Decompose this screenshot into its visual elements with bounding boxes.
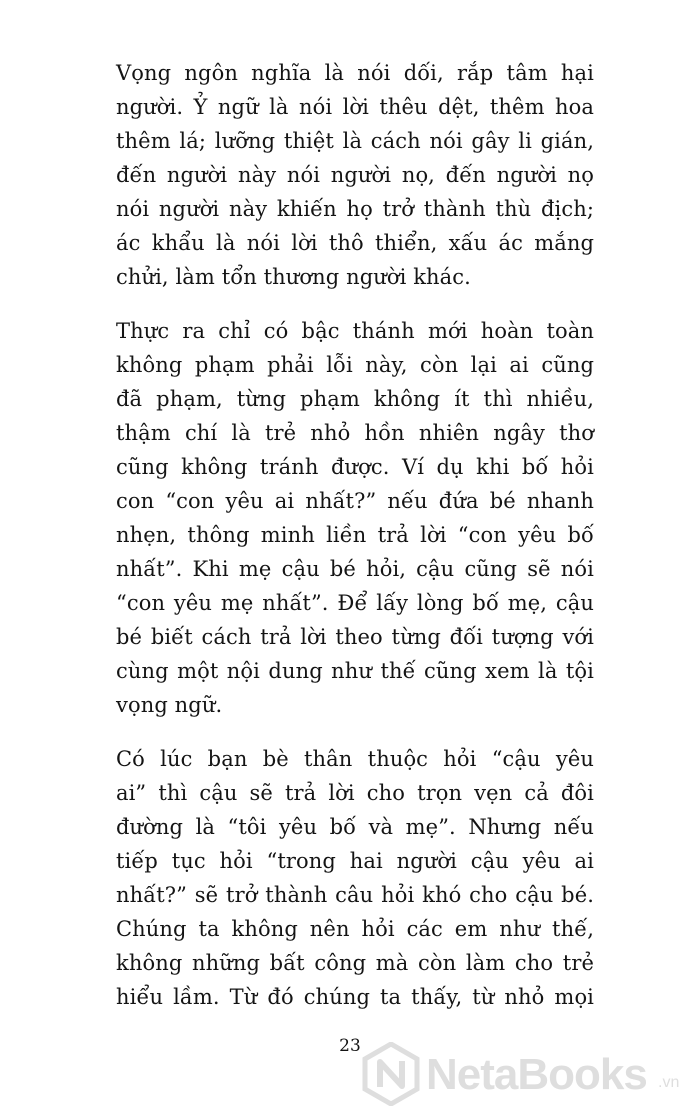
text-line: Vọng ngôn nghĩa là nói dối, rắp tâm hại: [116, 61, 594, 85]
watermark: [362, 1042, 694, 1106]
text-line: vọng ngữ.: [116, 693, 223, 717]
text-line: đường là “tôi yêu bố và mẹ”. Nhưng nếu: [116, 815, 594, 839]
text-line: chửi, làm tổn thương người khác.: [116, 265, 471, 289]
watermark-text: NetaBooks: [426, 1050, 647, 1099]
text-line: con “con yêu ai nhất?” nếu đứa bé nhanh: [116, 489, 594, 513]
paragraph-2: [116, 314, 594, 722]
page-number: 23: [339, 1036, 361, 1056]
paragraph-3: [116, 742, 594, 1014]
text-line: thêm lá; lưỡng thiệt là cách nói gây li gián,: [116, 129, 594, 153]
text-line: người. Ỷ ngữ là nói lời thêu dệt, thêm hoa: [116, 95, 594, 119]
text-line: cùng một nội dung như thế cũng xem là tội: [116, 659, 594, 683]
text-line: nhất”. Khi mẹ cậu bé hỏi, cậu cũng sẽ nói: [116, 557, 594, 581]
text-line: tiếp tục hỏi “trong hai người cậu yêu ai: [116, 849, 594, 873]
paragraph-1: [116, 56, 594, 294]
text-line: bé biết cách trả lời theo từng đối tượng với: [116, 625, 594, 649]
text-line: nhẹn, thông minh liền trả lời “con yêu bố: [116, 523, 594, 547]
text-line: Chúng ta không nên hỏi các em như thế,: [116, 917, 594, 941]
text-line: thậm chí là trẻ nhỏ hồn nhiên ngây thơ: [116, 421, 594, 445]
text-line: Thực ra chỉ có bậc thánh mới hoàn toàn: [116, 319, 594, 343]
text-line: Có lúc bạn bè thân thuộc hỏi “cậu yêu: [116, 747, 594, 771]
text-line: nói người này khiến họ trở thành thù địch;: [116, 197, 594, 221]
text-line: hiểu lầm. Từ đó chúng ta thấy, từ nhỏ mọi: [116, 985, 594, 1009]
watermark-suffix: .vn: [658, 1074, 680, 1091]
text-line: không phạm phải lỗi này, còn lại ai cũng: [116, 353, 594, 377]
text-line: không những bất công mà còn làm cho trẻ: [116, 951, 594, 975]
text-line: ác khẩu là nói lời thô thiển, xấu ác mắng: [116, 231, 594, 255]
netabooks-logo-icon: [362, 1042, 420, 1110]
text-line: “con yêu mẹ nhất”. Để lấy lòng bố mẹ, cậu: [116, 591, 594, 615]
body-text: [116, 56, 594, 1034]
text-line: đến người này nói người nọ, đến người nọ: [116, 163, 594, 187]
text-line: ai” thì cậu sẽ trả lời cho trọn vẹn cả đôi: [116, 781, 594, 805]
text-line: nhất?” sẽ trở thành câu hỏi khó cho cậu bé.: [116, 883, 594, 907]
text-line: cũng không tránh được. Ví dụ khi bố hỏi: [116, 455, 594, 479]
text-line: đã phạm, từng phạm không ít thì nhiều,: [116, 387, 594, 411]
